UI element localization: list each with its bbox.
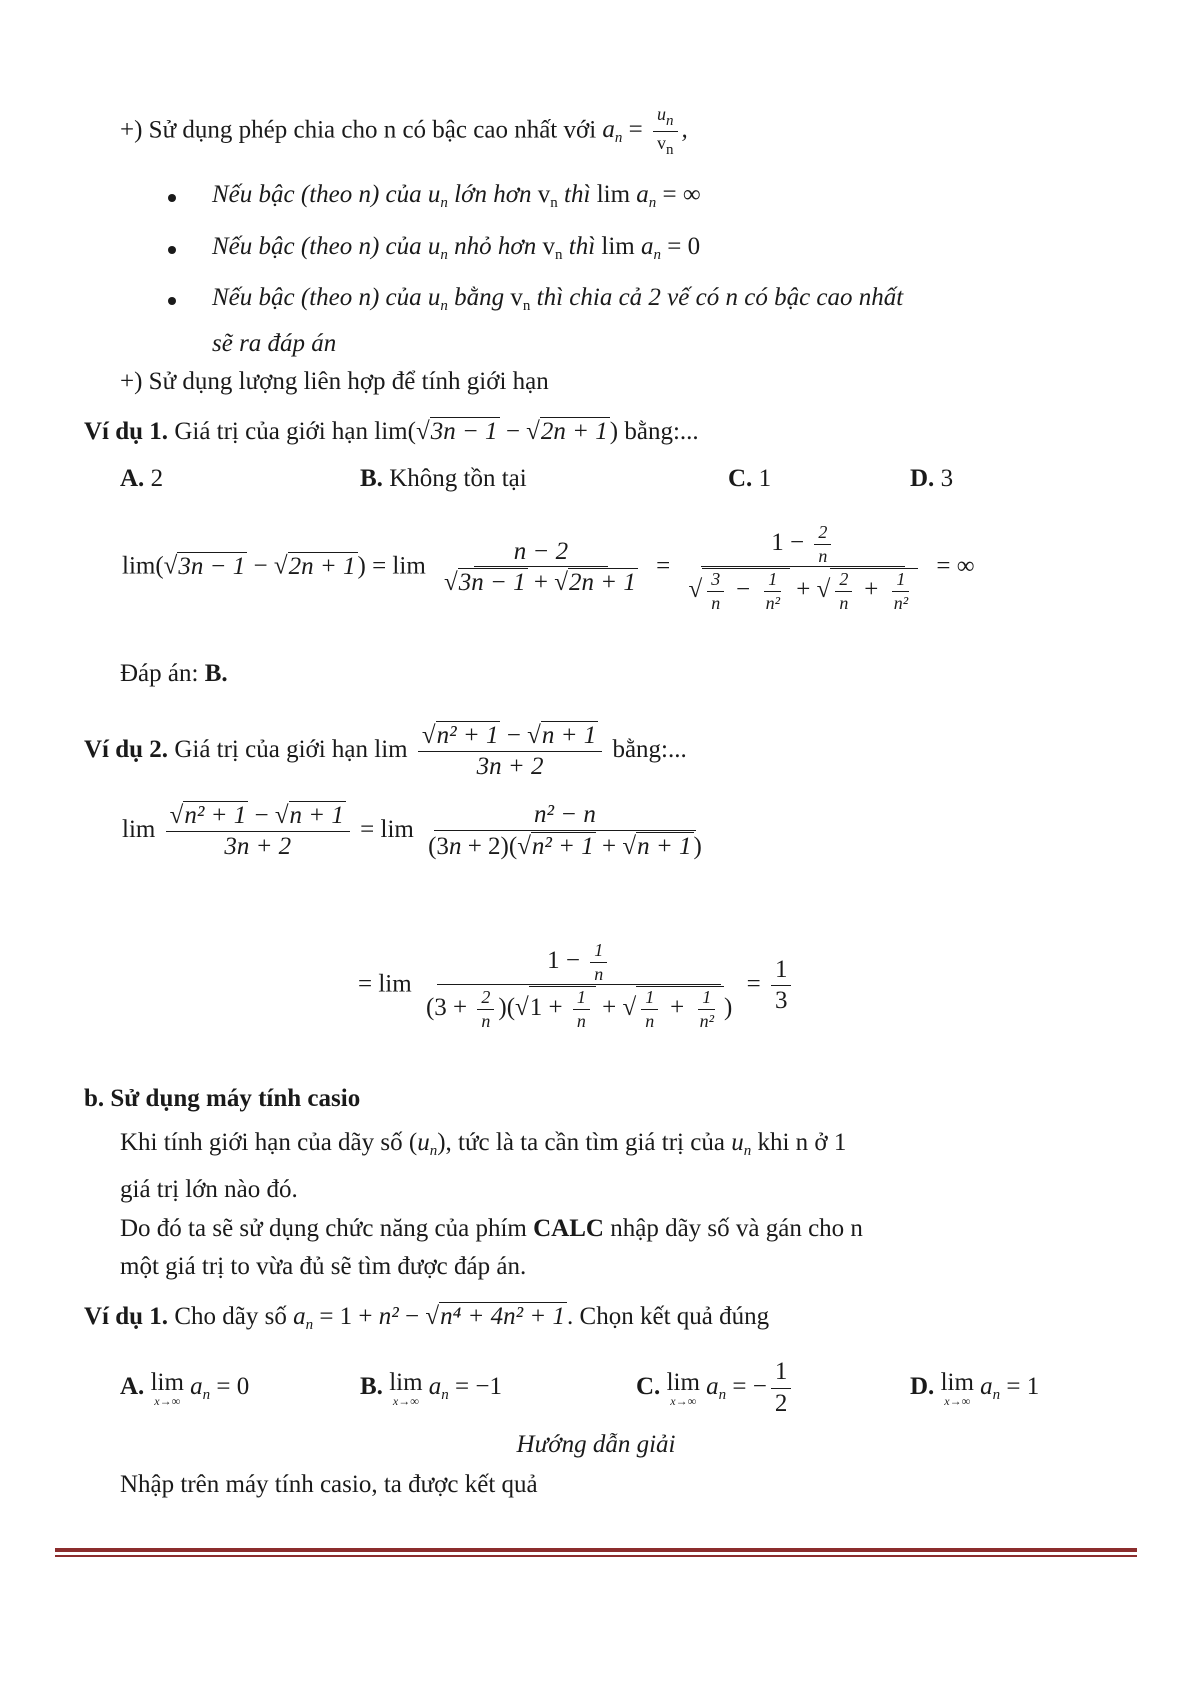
example1-answer: Đáp án: B. <box>120 660 228 687</box>
example3-option-a: A. lim x→∞ $a_n = 0$ <box>120 1368 250 1408</box>
footer-rule-thin <box>55 1555 1137 1557</box>
bullet-dot <box>168 194 176 202</box>
bullet-item-greater: Nếu bậc (theo n) của $u_n$ lớn hơn $v_n$ thì $\lim a_n$ = ∞ <box>212 181 701 211</box>
footer-rule <box>55 1548 1137 1552</box>
bullet-item-equal: Nếu bậc (theo n) của $u_n$ bằng $v_n$ thì chia cả 2 vế có n có bậc cao nhất <box>212 284 904 314</box>
example3-question: Ví dụ 1. Cho dãy số $a_n = 1 + n^2 - √n^4 + 4n^2 + 1$. Chọn kết quả đúng <box>84 1303 770 1333</box>
example3-option-b: B. lim x→∞ $a_n = -1$ <box>360 1368 502 1408</box>
example1-option-b: B. Không tồn tại <box>360 465 527 492</box>
example3-guide-heading: Hướng dẫn giải <box>516 1431 676 1458</box>
example2-solution-step1: lim $\frac{\text{√n² + 1 − √n + 1}}{3n + 2}$ = lim $\frac{\text{n² − n}}{\text{(3n + 2)(√n² + 1 + √n + 1)}}$ <box>122 801 702 861</box>
bullet-item-equal-cont: sẽ ra đáp án <box>212 330 337 357</box>
bullet-item-smaller: Nếu bậc (theo n) của $u_n$ nhỏ hơn $v_n$ thì $\lim a_n = 0$ <box>212 233 701 263</box>
bullet-dot <box>168 246 176 254</box>
example2-question: Ví dụ 2. Giá trị của giới hạn lim $\frac{\text{√n² + 1 − √n + 1}}{3n + 2}$ bằng:... <box>84 721 687 781</box>
example1-option-c: C. 1 <box>728 465 772 492</box>
section-b-para1-cont: giá trị lớn nào đó. <box>120 1176 298 1203</box>
example3-instruction: Nhập trên máy tính casio, ta được kết quả <box>120 1471 538 1498</box>
example2-solution-step2: = lim 1 − $\frac{1}{n}$ (3 + $\frac{2}{n}$ )(√1 + $\frac{1}{n}$ + √ $\frac{1}{n}$ + $\frac{1}{\text{n²}}$ ) = $\frac{1}{3}$ <box>358 940 795 1032</box>
conjugate-rule: +) Sử dụng lượng liên hợp để tính giới hạn <box>120 368 549 395</box>
example1-option-d: D. 3 <box>910 465 954 492</box>
section-b-heading: b. Sử dụng máy tính casio <box>84 1085 361 1112</box>
example3-option-c: C. lim x→∞ $a_n$ = − $\frac{1}{2}$ <box>636 1352 795 1430</box>
example1-question: Ví dụ 1. Giá trị của giới hạn lim(√3n − 1 − √2n + 1) bằng:... <box>84 418 699 445</box>
section-b-para2-cont: một giá trị to vừa đủ sẽ tìm được đáp án. <box>120 1253 527 1280</box>
division-rule: +) Sử dụng phép chia cho n có bậc cao nhất với $a_n$ = $\frac{u_n}{v_n}$ , <box>120 104 688 159</box>
section-b-para2: Do đó ta sẽ sử dụng chức năng của phím CALC nhập dãy số và gán cho n <box>120 1215 863 1242</box>
example3-option-d: D. lim x→∞ $a_n = 1$ <box>910 1368 1040 1408</box>
formula-an: $a_n$ = $\frac{u_n}{v_n}$ , <box>602 104 688 159</box>
example1-option-a: A. 2 <box>120 465 164 492</box>
section-b-para1: Khi tính giới hạn của dãy số $(u_n)$, tức là ta cần tìm giá trị của $u_n$ khi n ở 1 <box>120 1129 847 1159</box>
bullet-dot <box>168 297 176 305</box>
example1-solution: lim(√3n − 1 − √2n + 1) = lim $\frac{n - 2}{√3n - 1 + √2n + 1}$ = 1 − $\frac{2}{n}$ √ $\frac{3}{n}$ − $\frac{1}{\text{n²}}$ + √ $\frac{2}{n}$ + $\frac{1}{\text{n²}}$ = ∞ <box>122 522 975 614</box>
